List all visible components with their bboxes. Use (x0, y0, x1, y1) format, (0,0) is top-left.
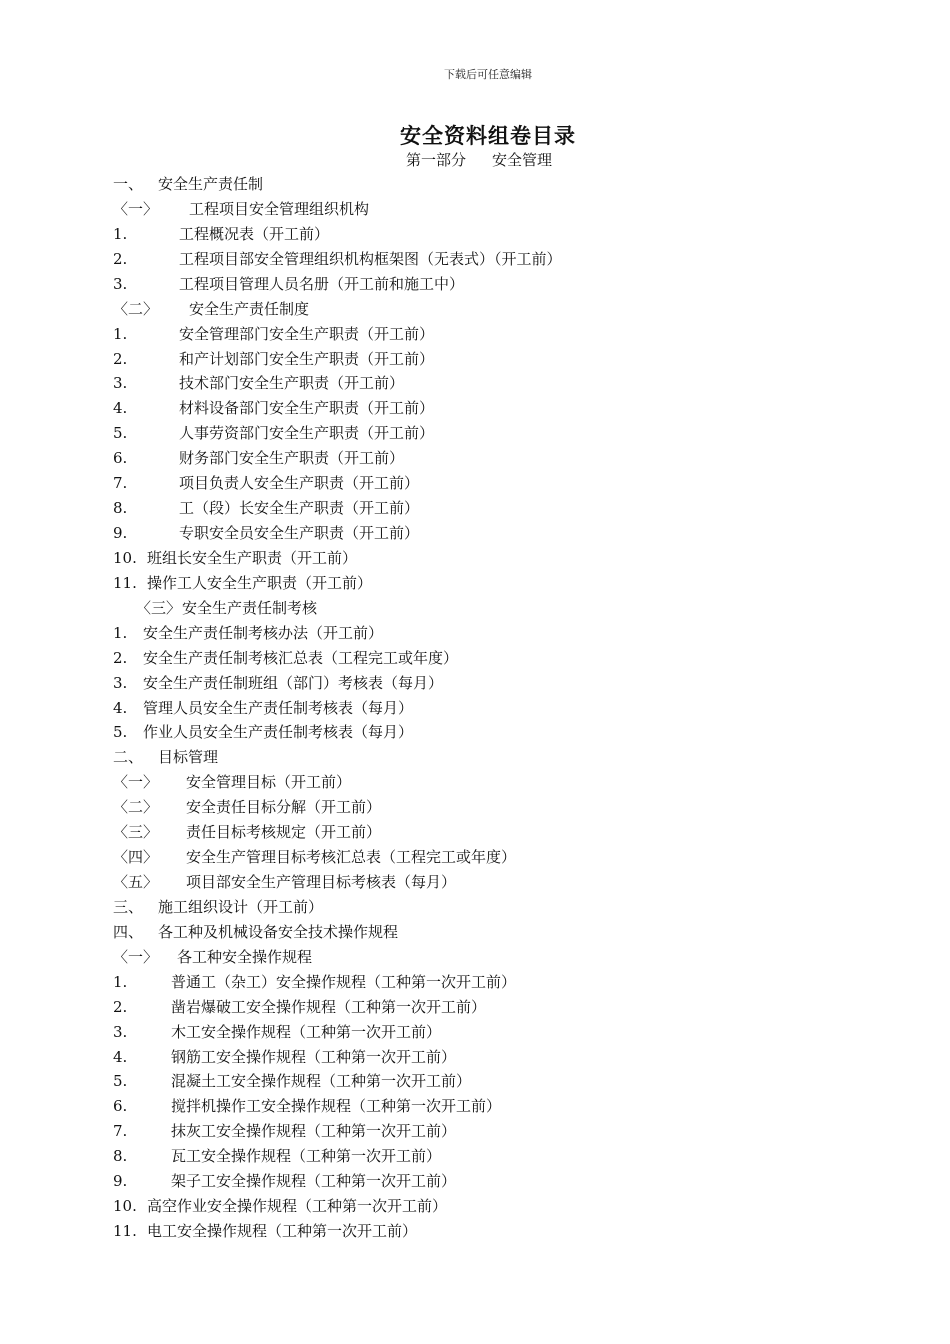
toc-line (0, 222, 950, 246)
toc-line-text: 安全管理部门安全生产职责（开工前） (179, 324, 435, 343)
toc-line (0, 596, 950, 620)
toc-line-text: 技术部门安全生产职责（开工前） (179, 374, 405, 393)
toc-line-text: 和产计划部门安全生产职责（开工前） (179, 349, 435, 368)
toc-line-text: 安全生产责任制考核 (182, 598, 318, 617)
toc-line-text: 目标管理 (158, 748, 219, 767)
toc-line-text: 各工种安全操作规程 (177, 947, 313, 966)
toc-line (0, 1219, 950, 1243)
toc-line-text: 管理人员安全生产责任制考核表（每月） (143, 698, 414, 717)
toc-line-text: 安全管理目标（开工前） (186, 773, 352, 792)
toc-line-number: 11. (113, 573, 137, 592)
toc-line-number: 2. (113, 648, 128, 667)
toc-line (0, 895, 950, 919)
toc-line (0, 347, 950, 371)
toc-line-text: 木工安全操作规程（工种第一次开工前） (171, 1022, 442, 1041)
toc-line-number: 〈一〉 (113, 199, 159, 218)
toc-line-number: 9. (113, 1172, 128, 1191)
toc-line-text: 工（段）长安全生产职责（开工前） (179, 499, 420, 518)
toc-line-number: 二、 (113, 748, 144, 767)
toc-line-number: 10. (113, 1197, 137, 1216)
toc-line-text: 班组长安全生产职责（开工前） (147, 548, 358, 567)
toc-line-text: 架子工安全操作规程（工种第一次开工前） (171, 1172, 457, 1191)
toc-line-text: 搅拌机操作工安全操作规程（工种第一次开工前） (171, 1097, 502, 1116)
toc-line-number: 6. (113, 449, 128, 468)
toc-line-text: 电工安全操作规程（工种第一次开工前） (147, 1222, 418, 1241)
toc-line-text: 安全生产责任制度 (189, 299, 310, 318)
toc-line-text: 凿岩爆破工安全操作规程（工种第一次开工前） (171, 997, 487, 1016)
subtitle-part: 第一部分 (406, 151, 467, 169)
toc-line-number: 5. (113, 424, 128, 443)
toc-line (0, 1194, 950, 1218)
toc-line (0, 1169, 950, 1193)
toc-line (0, 945, 950, 969)
toc-line-text: 人事劳资部门安全生产职责（开工前） (179, 424, 435, 443)
toc-line (0, 795, 950, 819)
toc-line (0, 1045, 950, 1069)
toc-line (0, 646, 950, 670)
toc-line-text: 工程项目安全管理组织机构 (189, 199, 370, 218)
document-subtitle (406, 149, 552, 170)
toc-line-number: 〈二〉 (113, 299, 159, 318)
toc-line (0, 870, 950, 894)
toc-line-text: 混凝土工安全操作规程（工种第一次开工前） (171, 1072, 472, 1091)
toc-line-text: 瓦工安全操作规程（工种第一次开工前） (171, 1147, 442, 1166)
toc-line-number: 4. (113, 399, 128, 418)
toc-line-number: 〈一〉 (113, 773, 159, 792)
toc-line-text: 安全生产管理目标考核汇总表（工程完工或年度） (186, 848, 517, 867)
toc-line-text: 材料设备部门安全生产职责（开工前） (179, 399, 435, 418)
toc-line (0, 1144, 950, 1168)
toc-line-text: 专职安全员安全生产职责（开工前） (179, 524, 420, 543)
toc-line (0, 496, 950, 520)
toc-line-number: 〈三〉 (136, 598, 182, 617)
toc-line (0, 521, 950, 545)
toc-line (0, 546, 950, 570)
toc-line-number: 〈二〉 (113, 798, 159, 817)
toc-line-number: 5. (113, 723, 128, 742)
toc-line (0, 820, 950, 844)
header-note: 下载后可任意编辑 (444, 68, 532, 81)
toc-line-number: 3. (113, 374, 128, 393)
toc-line-text: 财务部门安全生产职责（开工前） (179, 449, 405, 468)
toc-line (0, 471, 950, 495)
toc-line (0, 571, 950, 595)
toc-line (0, 720, 950, 744)
toc-line-text: 安全生产责任制考核办法（开工前） (143, 623, 384, 642)
toc-line-text: 责任目标考核规定（开工前） (186, 823, 382, 842)
toc-line-text: 工程概况表（开工前） (179, 224, 330, 243)
toc-line-number: 1. (113, 324, 128, 343)
toc-line-number: 10. (113, 548, 137, 567)
toc-line (0, 920, 950, 944)
toc-line (0, 1119, 950, 1143)
toc-line-number: 8. (113, 1147, 128, 1166)
toc-line-text: 高空作业安全操作规程（工种第一次开工前） (147, 1197, 448, 1216)
subtitle-name: 安全管理 (492, 151, 553, 169)
toc-line-number: 四、 (113, 922, 144, 941)
toc-line-text: 项目负责人安全生产职责（开工前） (179, 474, 420, 493)
toc-line (0, 247, 950, 271)
toc-line (0, 696, 950, 720)
toc-line-number: 11. (113, 1222, 137, 1241)
toc-line-text: 普通工（杂工）安全操作规程（工种第一次开工前） (171, 972, 517, 991)
toc-line (0, 272, 950, 296)
toc-line-number: 7. (113, 474, 128, 493)
toc-line-text: 工程项目部安全管理组织机构框架图（无表式）（开工前） (179, 249, 562, 268)
toc-line (0, 1069, 950, 1093)
toc-line (0, 671, 950, 695)
toc-line (0, 770, 950, 794)
toc-line-text: 施工组织设计（开工前） (158, 897, 324, 916)
toc-line (0, 995, 950, 1019)
toc-line (0, 421, 950, 445)
toc-line-number: 9. (113, 524, 128, 543)
toc-line-number: 〈一〉 (113, 947, 159, 966)
toc-line (0, 845, 950, 869)
toc-line-number: 〈五〉 (113, 873, 159, 892)
toc-line (0, 1020, 950, 1044)
toc-line-number: 〈四〉 (113, 848, 159, 867)
toc-line-number: 1. (113, 224, 128, 243)
toc-line-number: 7. (113, 1122, 128, 1141)
toc-line-text: 安全责任目标分解（开工前） (186, 798, 382, 817)
toc-line-text: 项目部安全生产管理目标考核表（每月） (186, 873, 457, 892)
toc-line-number: 6. (113, 1097, 128, 1116)
toc-line-number: 4. (113, 1047, 128, 1066)
toc-line-number: 8. (113, 499, 128, 518)
toc-line-number: 1. (113, 623, 128, 642)
toc-line (0, 172, 950, 196)
toc-line-text: 安全生产责任制班组（部门）考核表（每月） (143, 673, 444, 692)
toc-line-number: 2. (113, 349, 128, 368)
toc-line (0, 970, 950, 994)
toc-line-text: 工程项目管理人员名册（开工前和施工中） (179, 274, 465, 293)
toc-line-text: 钢筋工安全操作规程（工种第一次开工前） (171, 1047, 457, 1066)
toc-line-number: 〈三〉 (113, 823, 159, 842)
toc-line (0, 446, 950, 470)
toc-line-text: 各工种及机械设备安全技术操作规程 (158, 922, 399, 941)
toc-line-number: 3. (113, 1022, 128, 1041)
toc-line-number: 1. (113, 972, 128, 991)
toc-line-text: 作业人员安全生产责任制考核表（每月） (143, 723, 414, 742)
toc-line-number: 2. (113, 249, 128, 268)
toc-line (0, 396, 950, 420)
toc-line (0, 297, 950, 321)
toc-line-number: 一、 (113, 175, 144, 193)
toc-line (0, 197, 950, 221)
toc-line-number: 4. (113, 698, 128, 717)
document-title: 安全资料组卷目录 (400, 123, 576, 148)
toc-line-number: 3. (113, 274, 128, 293)
toc-line (0, 371, 950, 395)
toc-line-number: 三、 (113, 897, 144, 916)
toc-line-number: 2. (113, 997, 128, 1016)
toc-line-text: 操作工人安全生产职责（开工前） (147, 573, 373, 592)
toc-line-text: 安全生产责任制 (158, 175, 264, 193)
toc-line (0, 322, 950, 346)
toc-line (0, 1094, 950, 1118)
toc-line (0, 745, 950, 769)
toc-line-number: 3. (113, 673, 128, 692)
toc-line-number: 5. (113, 1072, 128, 1091)
toc-line-text: 安全生产责任制考核汇总表（工程完工或年度） (143, 648, 459, 667)
toc-line (0, 621, 950, 645)
toc-line-text: 抹灰工安全操作规程（工种第一次开工前） (171, 1122, 457, 1141)
